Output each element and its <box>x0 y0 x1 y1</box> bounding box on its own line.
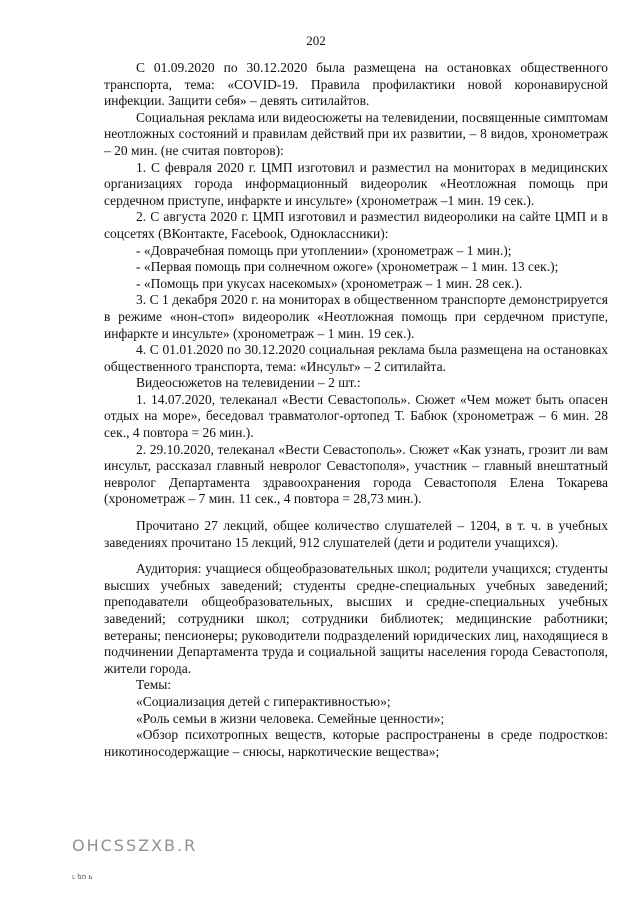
footer-mark: ւ եռ ь <box>72 873 93 881</box>
list-item-video-august: 2. С августа 2020 г. ЦМП изготовил и разместил видеоролики на сайте ЦМП и в соцсетях (ВКонтакте, Facebook, Одноклассники): <box>104 209 608 241</box>
list-item-video-december: 3. С 1 декабря 2020 г. на мониторах в общественном транспорте демонстрируется в режиме «нон-стоп» видеоролик «Неотложная помощь при сердечном приступе, инфаркте и инсульте» (хронометраж – 1 мин. 19 сек.). <box>104 292 608 341</box>
paragraph-audience: Аудитория: учащиеся общеобразовательных школ; родители учащихся; студенты высших учебных заведений; студенты средне-специальных учебных заведений; преподаватели общеобразовательных, высших и средне-специальных учебных заведений; сотрудники школ; сотрудники библиотек; медицинские работники; ветераны; пенсионеры; руководители подразделений юридических лиц, находящиеся в подчинении Департамента труда и социальной защиты населения города Севастополя, жители города. <box>104 561 608 676</box>
topic-item-psychotropic: «Обзор психотропных веществ, которые распространены в среде подростков: никотиносодержащие – снюсы, наркотические вещества»; <box>104 727 608 759</box>
paragraph-citylights-covid: С 01.09.2020 по 30.12.2020 была размещена на остановках общественного транспорта, тема: «COVID-19. Правила профилактики новой коронавирусной инфекции. Защити себя» – девять ситилайтов. <box>104 60 608 109</box>
paragraph-topics-heading: Темы: <box>136 677 172 693</box>
paragraph-social-ads-intro: Социальная реклама или видеосюжеты на телевидении, посвященные симптомам неотложных состояний и правилам действий при их развитии, – 8 видов, хронометраж – 20 мин. (не считая повторов): <box>104 109 608 158</box>
list-item-tv-july: 1. 14.07.2020, телеканал «Вести Севастополь». Сюжет «Чем может быть опасен отдых на море», беседовал травматолог-ортопед Т. Бабюк (хронометраж – 6 мин. 28 сек., 4 повтора = 26 мин.). <box>104 391 608 441</box>
document-body <box>104 60 608 760</box>
page-number: 202 <box>306 33 326 48</box>
sub-item-insect-bites: - «Помощь при укусах насекомых» (хронометраж – 1 мин. 28 сек.). <box>136 275 523 291</box>
list-item-tv-october: 2. 29.10.2020, телеканал «Вести Севастополь». Сюжет «Как узнать, грозит ли вам инсульт, рассказал главный невролог Севастополя», участник – главный внештатный невролог Департамента здравоохранения города Севастополя Елена Токарева (хронометраж – 7 мин. 11 сек., 4 повтора = 28,73 мин.). <box>104 441 608 507</box>
list-item-video-february: 1. С февраля 2020 г. ЦМП изготовил и разместил на мониторах в медицинских организациях города информационный видеоролик «Неотложная помощь при сердечном приступе, инфаркте и инсульте» (хронометраж –1 мин. 19 сек.). <box>104 159 608 208</box>
sub-item-sunburn: - «Первая помощь при солнечном ожоге» (хронометраж – 1 мин. 13 сек.); <box>136 259 559 275</box>
topic-item-hyperactivity: «Социализация детей с гиперактивностью»; <box>136 693 391 709</box>
topic-item-family: «Роль семьи в жизни человека. Семейные ценности»; <box>136 710 445 726</box>
paragraph-lectures: Прочитано 27 лекций, общее количество слушателей – 1204, в т. ч. в учебных заведениях прочитано 15 лекций, 912 слушателей (дети и родители учащихся). <box>104 518 608 550</box>
paragraph-tv-videos-count: Видеосюжетов на телевидении – 2 шт.: <box>136 375 361 391</box>
watermark: OHCSSZXB.R <box>72 836 198 855</box>
sub-item-drowning: - «Доврачебная помощь при утоплении» (хронометраж – 1 мин.); <box>136 242 512 258</box>
list-item-citylights-stroke: 4. С 01.01.2020 по 30.12.2020 социальная реклама была размещена на остановках общественного транспорта, тема: «Инсульт» – 2 ситилайта. <box>104 342 608 374</box>
